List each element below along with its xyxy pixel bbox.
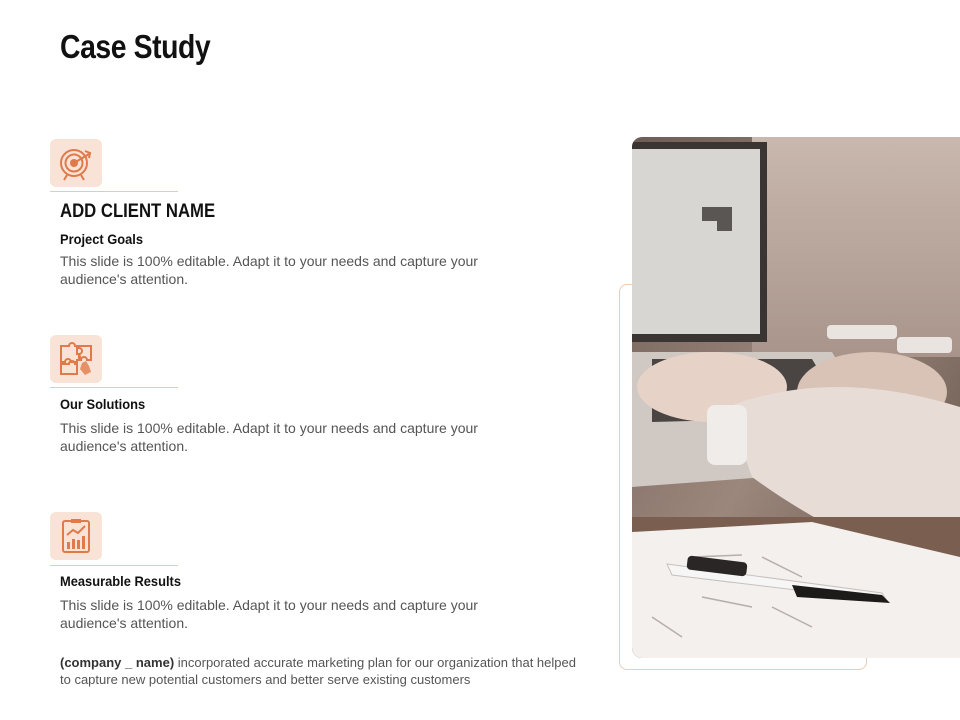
puzzle-icon-container	[50, 335, 102, 383]
section-divider	[50, 191, 178, 192]
section-heading: Our Solutions	[60, 396, 146, 412]
target-icon-container	[50, 139, 102, 187]
puzzle-icon	[58, 341, 94, 377]
section-heading: Project Goals	[60, 231, 144, 247]
section-text: This slide is 100% editable. Adapt it to your needs and capture your audience's attention.	[60, 253, 478, 287]
bar-chart-icon	[58, 518, 94, 554]
section-divider	[50, 387, 178, 388]
footer-description: incorporated accurate marketing plan for our organization that helped to capture new potential customers and better serve existing customers	[60, 655, 576, 687]
section-heading: Measurable Results	[60, 573, 181, 589]
section-text: This slide is 100% editable. Adapt it to your needs and capture your audience's attention.	[60, 420, 478, 454]
footer-text	[60, 654, 590, 688]
section-divider	[50, 565, 178, 566]
laptop-photo	[632, 137, 960, 658]
section-text: This slide is 100% editable. Adapt it to your needs and capture your audience's attention.	[60, 597, 478, 631]
page-title: Case Study	[60, 28, 211, 65]
target-icon	[58, 145, 94, 181]
client-name: ADD CLIENT NAME	[60, 201, 216, 222]
bar-chart-icon-container	[50, 512, 102, 560]
company-name: (company _ name)	[60, 655, 175, 670]
